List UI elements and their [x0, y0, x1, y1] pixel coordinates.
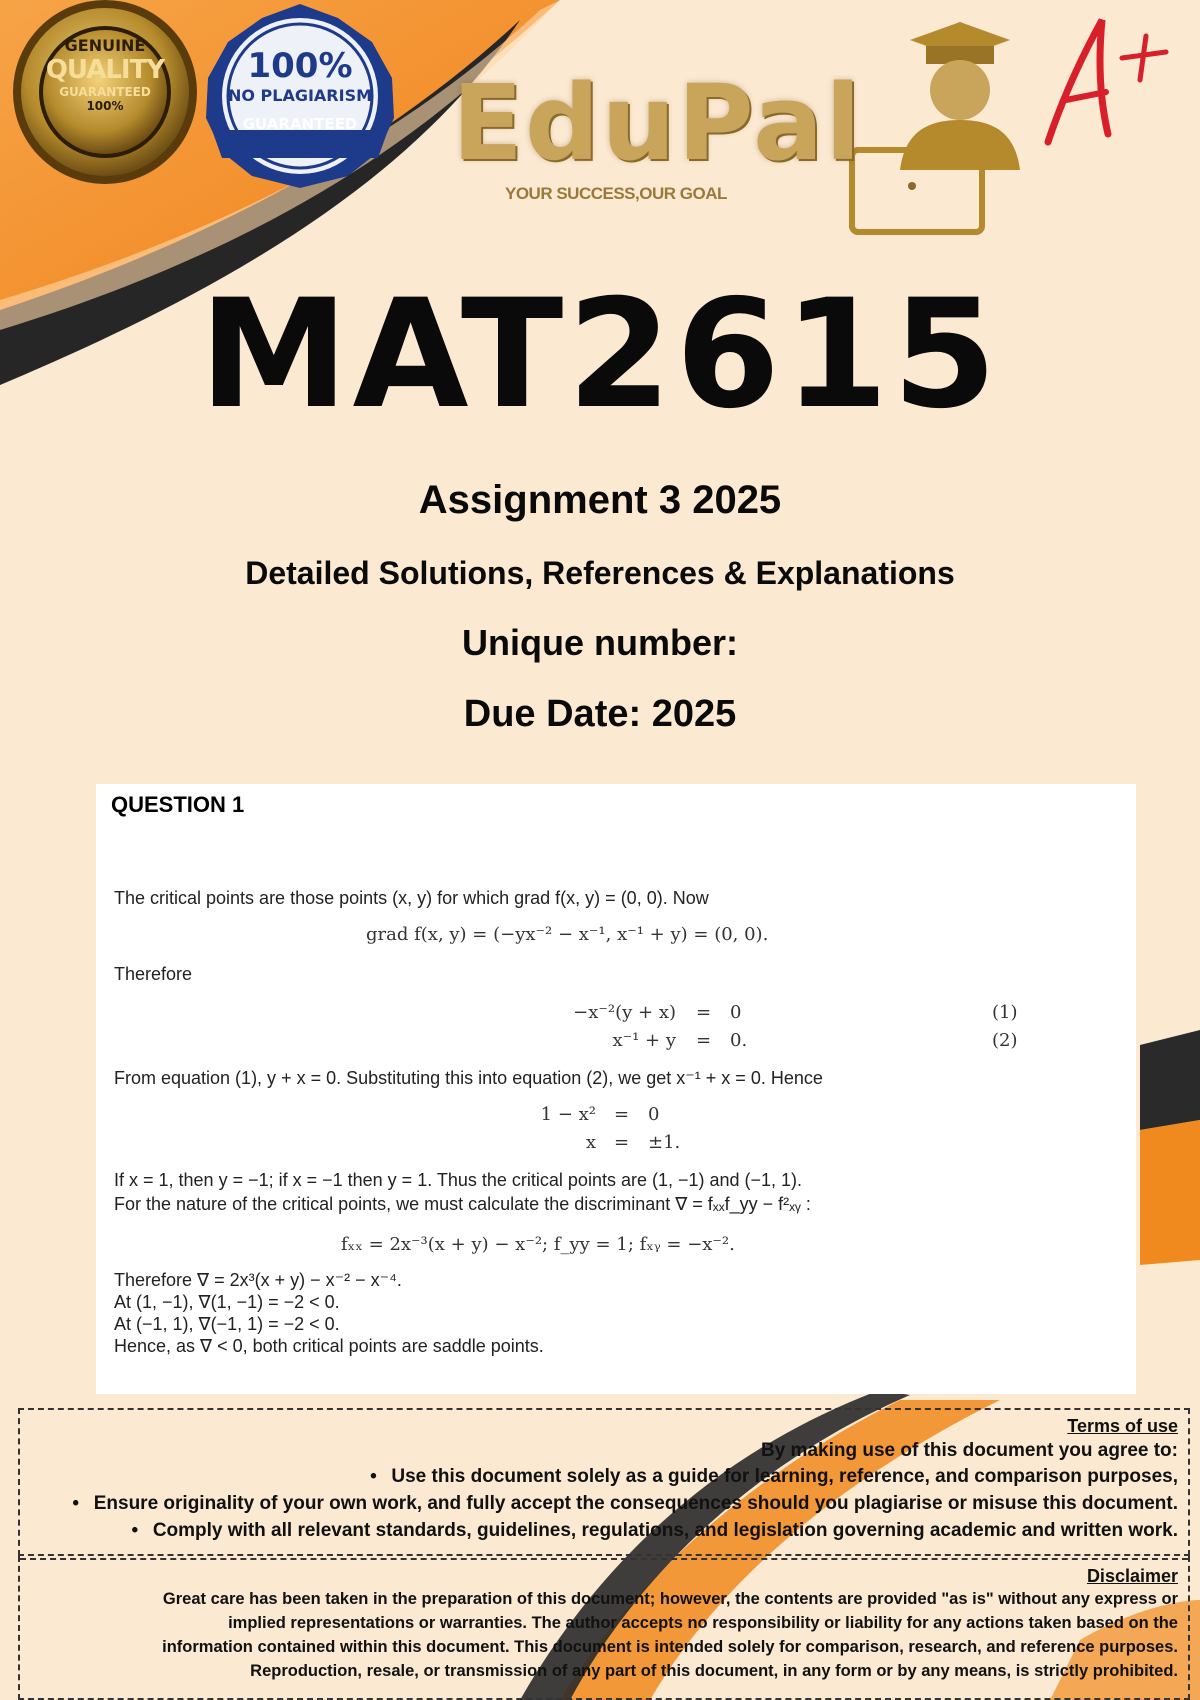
disclaimer-box [18, 1556, 1190, 1700]
equation-1-number: (1) [992, 1002, 1018, 1023]
terms-item-text: Ensure originality of your own work, and fully accept the consequences should you plagiarise or misuse this document. [93, 1493, 1178, 1514]
disclaimer-heading: Disclaimer [1086, 1566, 1178, 1586]
grade-mark-icon [1048, 20, 1166, 142]
question-paragraph-6: At (1, −1), ∇(1, −1) = −2 < 0. [114, 1292, 340, 1312]
terms-of-use-box [18, 1408, 1190, 1556]
terms-item [117, 1520, 1178, 1542]
assignment-title: Assignment 3 2025 [418, 478, 782, 522]
no-plagiarism-line3: GUARANTEED [242, 115, 358, 133]
question-therefore: Therefore [114, 964, 193, 984]
quality-seal-line3: GUARANTEED [59, 85, 151, 99]
equation-3-rhs: 0 [648, 1104, 660, 1125]
no-plagiarism-line2: NO PLAGIARISM [227, 86, 373, 105]
equation-5: fₓₓ = 2x⁻³(x + y) − x⁻²; f_yy = 1; fₓᵧ = −x⁻². [341, 1234, 735, 1255]
disclaimer-line: Great care has been taken in the preparation of this document; however, the contents are provided "as is" without any express or [162, 1590, 1178, 1608]
disclaimer-line: implied representations or warranties. The author accepts no responsibility or liability for any actions taken based on the [228, 1614, 1178, 1632]
equation-4-rhs: ±1. [648, 1132, 681, 1153]
terms-heading: Terms of use [1067, 1416, 1178, 1436]
terms-item [355, 1466, 1178, 1488]
terms-item [58, 1493, 1178, 1515]
quality-seal-line1: GENUINE [64, 36, 146, 55]
equation-2-number: (2) [992, 1030, 1018, 1051]
no-plagiarism-badge [222, 46, 378, 133]
equation-1-rhs: 0 [730, 1002, 742, 1023]
terms-item-text: Comply with all relevant standards, guidelines, regulations, and legislation governing academic and written work. [152, 1520, 1178, 1541]
question-heading: QUESTION 1 [111, 792, 245, 817]
question-paragraph-7: At (−1, 1), ∇(−1, 1) = −2 < 0. [114, 1314, 340, 1334]
question-paragraph-5: Therefore ∇ = 2x³(x + y) − x⁻² − x⁻⁴. [114, 1270, 402, 1290]
equation-2-rhs: 0. [730, 1030, 748, 1051]
question-paragraph-3: If x = 1, then y = −1; if x = −1 then y = 1. Thus the critical points are (1, −1) and (−1, 1). [114, 1170, 803, 1190]
question-paragraph-2: From equation (1), y + x = 0. Substituting this into equation (2), we get x⁻¹ + x = 0. Hence [114, 1068, 823, 1088]
question-paragraph-8: Hence, as ∇ < 0, both critical points are saddle points. [114, 1336, 544, 1356]
grade-mark-text [1040, 140, 1041, 141]
equation-2-lhs: x⁻¹ + y [612, 1030, 676, 1051]
question-panel: QUESTION 1 The critical points are those points (x, y) for which grad f(x, y) = (0, 0). Now grad f(x, y) = (−yx⁻² − x⁻¹, x⁻¹ + y) = (0, 0). Therefore −x⁻²(y + x) = 0 (1) x⁻¹ + y = 0. (2) From equation (1), y + x = 0. Substituting this into equation (2), we get x⁻¹ + x = 0. Hence 1 − x² = 0 x = ±1. If x = 1, then y = −1; if x = −1 then y = 1. Thus the critical points are (1, −1) and (−1, 1). For the nature of the critical points, we must calculate the discriminant ∇ = fₓₓf_yy − f²ₓᵧ : fₓₓ = 2x⁻³(x + y) − x⁻²; f_yy = 1; fₓᵧ = −x⁻². Therefore ∇ = 2x³(x + y) − x⁻² − x⁻⁴. At (1, −1), ∇(1, −1) = −2 < 0. At (−1, 1), ∇(−1, 1) = −2 < 0. Hence, as ∇ < 0, both critical points are saddle points. [96, 784, 1136, 1394]
terms-item-text: Use this document solely as a guide for learning, reference, and comparison purposes, [391, 1466, 1178, 1487]
equation-4-lhs: x [585, 1132, 596, 1153]
unique-number-label: Unique number: [462, 622, 738, 663]
question-paragraph-4: For the nature of the critical points, we must calculate the discriminant ∇ = fₓₓf_yy − f²ₓᵧ : [114, 1194, 811, 1214]
equation-3-lhs: 1 − x² [540, 1104, 596, 1125]
quality-seal-line2: QUALITY [45, 55, 165, 85]
quality-seal-line4: 100% [86, 99, 124, 113]
disclaimer-line: Reproduction, resale, or transmission of any part of this document, in any form or by any means, is strictly prohibited. [250, 1662, 1178, 1680]
no-plagiarism-line1: 100% [247, 46, 353, 86]
equation-grad: grad f(x, y) = (−yx⁻² − x⁻¹, x⁻¹ + y) = (0, 0). [366, 924, 769, 945]
terms-intro: By making use of this document you agree to: [760, 1440, 1178, 1461]
edupal-logo: EduPal [452, 62, 863, 184]
due-date-label: Due Date: 2025 [463, 693, 737, 735]
question-paragraph-1: The critical points are those points (x, y) for which grad f(x, y) = (0, 0). Now [114, 888, 709, 908]
course-code: MAT2615 [199, 268, 1001, 442]
edupal-tagline: YOUR SUCCESS,OUR GOAL [505, 184, 727, 203]
graduate-laptop-icon [852, 22, 1020, 232]
quality-seal [45, 36, 165, 113]
disclaimer-line: information contained within this document. This document is intended solely for comparison, research, and reference purposes. [162, 1638, 1178, 1656]
subtitle: Detailed Solutions, References & Explanations [245, 555, 955, 591]
equation-1-lhs: −x⁻²(y + x) [573, 1002, 676, 1023]
